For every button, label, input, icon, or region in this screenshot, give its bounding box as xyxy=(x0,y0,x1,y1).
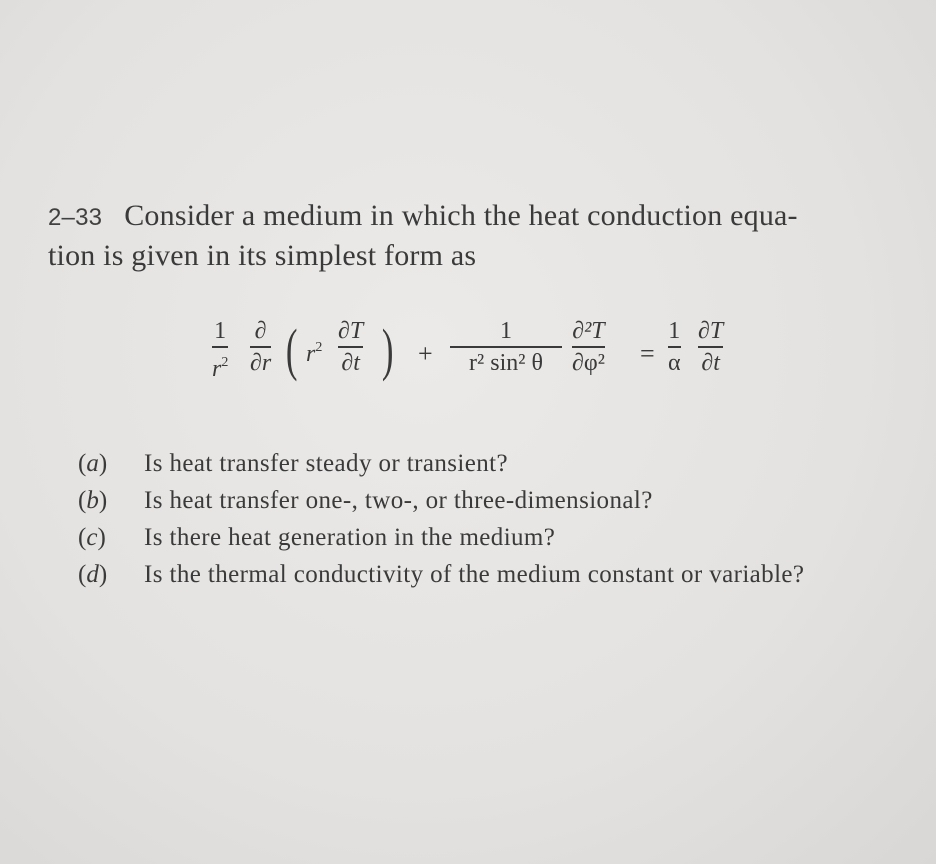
problem-statement xyxy=(48,197,908,275)
plus-sign: + xyxy=(418,339,433,368)
heat-conduction-equation xyxy=(210,318,750,398)
fraction-numerator: 1 xyxy=(214,318,227,344)
question-a xyxy=(78,445,908,482)
fraction-one-over-r2-sin2 xyxy=(450,318,562,376)
question-text: Is the thermal conductivity of the medium constant or variable? xyxy=(144,561,805,588)
fraction-bar xyxy=(250,346,271,348)
fraction-denominator: r xyxy=(212,355,222,382)
exponent: 2 xyxy=(221,354,229,370)
question-label: (c) xyxy=(78,524,106,551)
fraction-denominator: α xyxy=(668,349,681,376)
fraction-numerator: ∂T xyxy=(698,318,724,344)
equals-sign: = xyxy=(640,339,655,368)
problem-text-line1: Consider a medium in which the heat conduction equa- xyxy=(124,199,798,232)
fraction-dT-dt xyxy=(338,318,363,376)
fraction-rhs-dT-dt xyxy=(698,318,723,376)
question-list xyxy=(78,445,908,593)
question-b xyxy=(78,482,908,519)
fraction-partial-r xyxy=(250,318,271,376)
fraction-denominator: ∂r xyxy=(250,349,272,376)
fraction-numerator: 1 xyxy=(500,318,512,344)
fraction-one-over-r-squared xyxy=(212,318,228,382)
question-c xyxy=(78,519,908,556)
fraction-bar xyxy=(450,346,562,348)
question-text: Is heat transfer one-, two-, or three-dimensional? xyxy=(144,487,653,514)
right-parenthesis: ) xyxy=(381,317,394,382)
problem-number: 2–33 xyxy=(48,204,103,231)
fraction-one-over-alpha xyxy=(668,318,681,376)
problem-text-line2: tion is given in its simplest form as xyxy=(48,239,477,272)
fraction-d2T-dphi2 xyxy=(572,318,605,376)
fraction-numerator: 1 xyxy=(668,318,681,344)
exponent: 2 xyxy=(315,340,323,355)
fraction-bar xyxy=(572,346,605,348)
question-label: (a) xyxy=(78,450,108,477)
fraction-bar xyxy=(668,346,681,348)
question-d xyxy=(78,556,908,593)
inner-r: r xyxy=(306,341,316,367)
fraction-denominator: ∂t xyxy=(701,349,720,376)
fraction-bar xyxy=(698,346,723,348)
fraction-denominator: ∂φ² xyxy=(572,349,605,376)
fraction-denominator: r² sin² θ xyxy=(469,349,543,376)
fraction-denominator: ∂t xyxy=(341,349,360,376)
fraction-bar xyxy=(212,346,228,348)
fraction-numerator: ∂²T xyxy=(572,318,605,344)
question-label: (b) xyxy=(78,487,108,514)
question-text: Is there heat generation in the medium? xyxy=(144,524,556,551)
inner-r-squared xyxy=(306,340,322,368)
question-label: (d) xyxy=(78,561,108,588)
question-text: Is heat transfer steady or transient? xyxy=(144,450,508,477)
fraction-numerator: ∂T xyxy=(338,318,364,344)
left-parenthesis: ( xyxy=(285,317,298,382)
fraction-bar xyxy=(338,346,363,348)
fraction-numerator: ∂ xyxy=(254,318,267,344)
